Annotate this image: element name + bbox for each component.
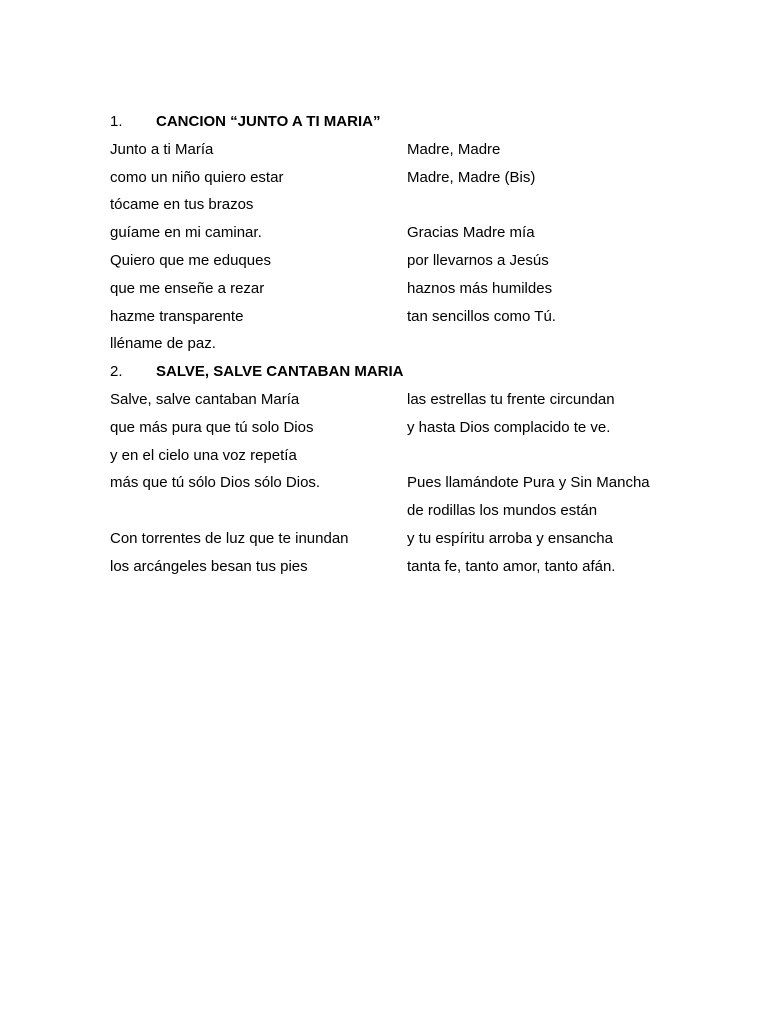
lyric-row <box>110 525 710 553</box>
lyric-right: de rodillas los mundos están <box>407 502 598 520</box>
lyric-row <box>110 164 710 192</box>
lyric-right: y hasta Dios complacido te ve. <box>407 418 611 436</box>
lyric-row <box>110 442 710 470</box>
document-page <box>110 108 710 581</box>
lyric-left: que más pura que tú solo Dios <box>110 418 314 436</box>
song-number: 2. <box>110 363 123 381</box>
lyric-row <box>110 191 710 219</box>
lyric-right: Madre, Madre <box>407 140 501 158</box>
lyric-row <box>110 247 710 275</box>
lyric-right: haznos más humildes <box>407 279 553 297</box>
song-title: CANCION “JUNTO A TI MARIA” <box>156 113 381 130</box>
lyric-left: Junto a ti María <box>110 140 214 158</box>
lyric-left: y en el cielo una voz repetía <box>110 446 297 464</box>
song-heading <box>110 358 710 386</box>
lyric-row <box>110 469 710 497</box>
lyric-row <box>110 414 710 442</box>
lyric-row <box>110 553 710 581</box>
lyric-left: Quiero que me eduques <box>110 251 271 269</box>
lyric-right: Pues llamándote Pura y Sin Mancha <box>407 474 650 492</box>
lyric-left: tócame en tus brazos <box>110 196 254 214</box>
song-title: SALVE, SALVE CANTABAN MARIA <box>156 363 404 381</box>
lyric-left: lléname de paz. <box>110 335 216 353</box>
lyric-left: más que tú sólo Dios sólo Dios. <box>110 474 321 492</box>
lyric-right: Gracias Madre mía <box>407 224 535 242</box>
lyric-left: Con torrentes de luz que te inundan <box>110 529 349 547</box>
lyric-left: que me enseñe a rezar <box>110 279 265 297</box>
lyric-right: por llevarnos a Jesús <box>407 251 549 269</box>
lyric-left: los arcángeles besan tus pies <box>110 557 308 575</box>
lyric-right: Madre, Madre (Bis) <box>407 168 536 186</box>
lyric-row <box>110 275 710 303</box>
lyric-right: y tu espíritu arroba y ensancha <box>407 529 613 547</box>
lyric-right: tan sencillos como Tú. <box>407 307 556 325</box>
lyric-left: Salve, salve cantaban María <box>110 390 300 408</box>
lyric-left: hazme transparente <box>110 307 244 325</box>
lyric-row <box>110 136 710 164</box>
song-heading <box>110 108 710 136</box>
lyric-row <box>110 303 710 331</box>
lyric-row <box>110 330 710 358</box>
lyric-right: las estrellas tu frente circundan <box>407 390 615 408</box>
song-number: 1. <box>110 113 123 130</box>
lyric-row <box>110 386 710 414</box>
lyric-row <box>110 497 710 525</box>
lyric-right: tanta fe, tanto amor, tanto afán. <box>407 557 616 575</box>
lyric-left: como un niño quiero estar <box>110 168 284 186</box>
lyric-left: guíame en mi caminar. <box>110 224 262 242</box>
lyric-row <box>110 219 710 247</box>
